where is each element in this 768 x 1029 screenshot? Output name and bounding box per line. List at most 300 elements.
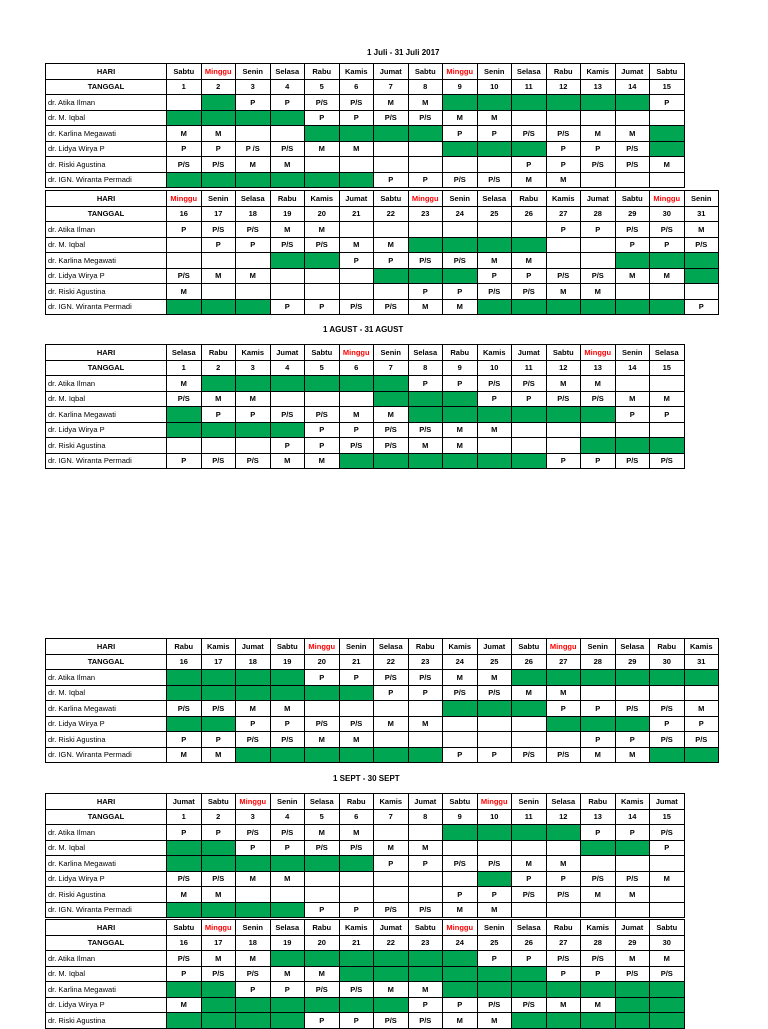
shift-cell [339, 887, 374, 903]
shift-cell [339, 126, 374, 142]
shift-cell [167, 407, 202, 423]
shift-cell: P [546, 871, 581, 887]
doctor-name: dr. Riski Agustina [46, 438, 167, 454]
date-cell: 5 [305, 79, 340, 95]
shift-cell [270, 268, 305, 284]
day-name-cell: Kamis [684, 639, 719, 655]
day-name-cell: Kamis [201, 639, 236, 655]
shift-cell: M [236, 701, 271, 717]
shift-cell [339, 685, 374, 701]
shift-cell: P/S [408, 422, 443, 438]
tanggal-label: TANGGAL [46, 360, 167, 376]
shift-cell: P/S [201, 453, 236, 469]
shift-cell: P/S [201, 871, 236, 887]
day-name-cell: Senin [201, 191, 236, 207]
shift-cell: P/S [477, 685, 512, 701]
shift-cell [581, 716, 616, 732]
shift-cell [374, 747, 409, 763]
shift-cell: P [236, 840, 271, 856]
doctor-name: dr. Karlina Megawati [46, 856, 167, 872]
doctor-row [46, 126, 685, 142]
shift-cell [615, 422, 650, 438]
day-name-cell: Sabtu [201, 794, 236, 810]
day-name-cell: Sabtu [615, 191, 650, 207]
shift-cell: P [167, 732, 202, 748]
shift-cell [305, 268, 340, 284]
date-cell: 4 [270, 809, 305, 825]
shift-cell [650, 747, 685, 763]
doctor-row [46, 732, 719, 748]
shift-cell [339, 951, 374, 967]
shift-cell: P/S [270, 141, 305, 157]
shift-cell [374, 871, 409, 887]
shift-cell: M [167, 284, 202, 300]
shift-cell [650, 422, 685, 438]
shift-cell [167, 1013, 202, 1029]
date-cell: 25 [477, 935, 512, 951]
date-cell: 30 [650, 206, 685, 222]
shift-cell [581, 902, 616, 918]
day-name-cell: Minggu [305, 639, 340, 655]
shift-cell: M [339, 825, 374, 841]
shift-cell: M [650, 871, 685, 887]
doctor-row [46, 966, 685, 982]
shift-cell: P/S [443, 685, 478, 701]
shift-cell [615, 172, 650, 188]
day-name-cell: Kamis [615, 794, 650, 810]
date-cell: 30 [650, 935, 685, 951]
day-name-cell: Sabtu [374, 191, 409, 207]
shift-cell [167, 237, 202, 253]
shift-cell: M [305, 825, 340, 841]
shift-cell [650, 126, 685, 142]
day-name-cell: Minggu [236, 794, 271, 810]
shift-cell [615, 438, 650, 454]
date-cell: 27 [546, 654, 581, 670]
shift-cell: P/S [408, 670, 443, 686]
day-name-cell: Jumat [615, 64, 650, 80]
shift-cell [339, 856, 374, 872]
date-cell: 22 [374, 654, 409, 670]
shift-cell [270, 951, 305, 967]
date-cell: 20 [305, 935, 340, 951]
shift-cell [443, 951, 478, 967]
date-cell: 23 [408, 206, 443, 222]
shift-cell: P/S [512, 997, 547, 1013]
shift-cell [477, 840, 512, 856]
shift-cell [305, 172, 340, 188]
date-cell: 27 [546, 935, 581, 951]
day-name-cell: Senin [477, 64, 512, 80]
shift-cell [581, 253, 616, 269]
shift-cell [650, 982, 685, 998]
shift-cell: M [684, 222, 719, 238]
day-name-cell: Minggu [339, 345, 374, 361]
day-name-cell: Minggu [650, 191, 685, 207]
day-name-cell: Rabu [650, 639, 685, 655]
shift-cell [546, 438, 581, 454]
shift-cell [408, 237, 443, 253]
shift-cell [201, 284, 236, 300]
date-cell: 8 [408, 79, 443, 95]
shift-cell: P [581, 141, 616, 157]
day-name-cell: Kamis [236, 345, 271, 361]
shift-cell [650, 438, 685, 454]
shift-cell: P/S [581, 268, 616, 284]
date-cell: 2 [201, 809, 236, 825]
date-cell: 28 [581, 206, 616, 222]
day-name-cell: Sabtu [408, 64, 443, 80]
day-name-cell: Jumat [477, 639, 512, 655]
date-cell: 23 [408, 935, 443, 951]
shift-cell [615, 95, 650, 111]
shift-cell [546, 902, 581, 918]
day-name-cell: Senin [581, 639, 616, 655]
shift-cell [270, 110, 305, 126]
shift-cell: P/S [546, 747, 581, 763]
date-cell: 29 [615, 935, 650, 951]
shift-cell: P/S [512, 376, 547, 392]
shift-cell: M [477, 902, 512, 918]
shift-cell [408, 222, 443, 238]
shift-cell [167, 95, 202, 111]
shift-cell: P [201, 237, 236, 253]
shift-cell [650, 172, 685, 188]
doctor-row [46, 982, 685, 998]
day-name-cell: Senin [477, 920, 512, 936]
shift-cell [305, 747, 340, 763]
shift-cell [615, 840, 650, 856]
doctor-name: dr. Atika Ilman [46, 222, 167, 238]
day-name-cell: Jumat [339, 191, 374, 207]
shift-cell: P [581, 701, 616, 717]
shift-cell: P/S [201, 222, 236, 238]
shift-cell [684, 253, 719, 269]
shift-cell: M [443, 299, 478, 315]
shift-cell: P/S [374, 422, 409, 438]
date-cell: 10 [477, 809, 512, 825]
shift-cell [650, 376, 685, 392]
shift-cell [374, 453, 409, 469]
date-cell: 3 [236, 79, 271, 95]
day-header-row [46, 794, 685, 810]
shift-cell: P [167, 141, 202, 157]
shift-cell: M [477, 670, 512, 686]
date-cell: 4 [270, 360, 305, 376]
shift-cell [270, 670, 305, 686]
shift-cell [305, 701, 340, 717]
shift-cell [167, 670, 202, 686]
shift-cell [236, 126, 271, 142]
shift-cell [305, 951, 340, 967]
shift-cell: M [374, 407, 409, 423]
shift-cell: P/S [201, 966, 236, 982]
shift-cell [512, 982, 547, 998]
shift-cell: P [339, 1013, 374, 1029]
shift-cell [581, 670, 616, 686]
shift-cell: M [512, 856, 547, 872]
shift-cell: M [443, 902, 478, 918]
date-cell: 6 [339, 809, 374, 825]
date-cell: 26 [512, 935, 547, 951]
shift-cell: M [374, 95, 409, 111]
shift-cell [408, 966, 443, 982]
day-name-cell: Jumat [374, 64, 409, 80]
shift-cell [546, 95, 581, 111]
shift-cell: P/S [339, 299, 374, 315]
shift-cell: M [236, 157, 271, 173]
day-name-cell: Jumat [581, 191, 616, 207]
doctor-name: dr. Karlina Megawati [46, 253, 167, 269]
shift-cell: P/S [408, 1013, 443, 1029]
shift-cell: P [512, 391, 547, 407]
day-name-cell: Rabu [546, 920, 581, 936]
day-name-cell: Minggu [443, 64, 478, 80]
day-name-cell: Minggu [167, 191, 202, 207]
date-cell: 8 [408, 809, 443, 825]
shift-cell [270, 422, 305, 438]
shift-cell: P [305, 1013, 340, 1029]
shift-cell: M [305, 966, 340, 982]
shift-cell: M [270, 222, 305, 238]
doctor-row [46, 253, 719, 269]
shift-cell: P [546, 701, 581, 717]
shift-cell: P/S [339, 95, 374, 111]
shift-cell [512, 422, 547, 438]
shift-cell: P [374, 856, 409, 872]
shift-cell: M [339, 141, 374, 157]
shift-cell: M [546, 172, 581, 188]
day-name-cell: Selasa [167, 345, 202, 361]
shift-cell [477, 825, 512, 841]
shift-cell: P/S [615, 966, 650, 982]
day-name-cell: Minggu [201, 920, 236, 936]
shift-cell [374, 391, 409, 407]
doctor-row [46, 268, 719, 284]
date-cell: 15 [650, 809, 685, 825]
shift-cell [236, 172, 271, 188]
date-header-row [46, 654, 719, 670]
shift-cell [305, 126, 340, 142]
doctor-row [46, 299, 719, 315]
day-name-cell: Kamis [305, 191, 340, 207]
date-cell: 10 [477, 79, 512, 95]
shift-cell: P [374, 685, 409, 701]
shift-cell [512, 453, 547, 469]
doctor-row [46, 997, 685, 1013]
doctor-row [46, 685, 719, 701]
shift-cell [443, 825, 478, 841]
shift-cell: P [236, 407, 271, 423]
date-cell: 28 [581, 654, 616, 670]
shift-cell [684, 685, 719, 701]
day-name-cell: Kamis [546, 191, 581, 207]
shift-cell: P [270, 840, 305, 856]
shift-cell: P/S [408, 110, 443, 126]
doctor-row [46, 172, 685, 188]
shift-cell [201, 95, 236, 111]
shift-cell: P [581, 966, 616, 982]
shift-cell: M [408, 438, 443, 454]
shift-cell [305, 253, 340, 269]
shift-cell [408, 951, 443, 967]
shift-cell [650, 284, 685, 300]
shift-cell [374, 141, 409, 157]
doctor-name: dr. Riski Agustina [46, 1013, 167, 1029]
shift-cell [477, 966, 512, 982]
shift-cell: P/S [546, 126, 581, 142]
shift-cell [477, 222, 512, 238]
doctor-row [46, 951, 685, 967]
shift-cell [201, 685, 236, 701]
date-cell: 7 [374, 809, 409, 825]
shift-cell: M [615, 887, 650, 903]
shift-cell [201, 438, 236, 454]
shift-cell [201, 422, 236, 438]
shift-cell: P [201, 407, 236, 423]
day-name-cell: Jumat [615, 920, 650, 936]
shift-cell [201, 253, 236, 269]
shift-cell [201, 172, 236, 188]
day-name-cell: Senin [512, 794, 547, 810]
shift-cell [477, 871, 512, 887]
doctor-name: dr. Atika Ilman [46, 376, 167, 392]
shift-cell: M [615, 268, 650, 284]
day-name-cell: Senin [339, 639, 374, 655]
shift-cell: P [305, 670, 340, 686]
shift-cell: P [305, 438, 340, 454]
shift-cell: M [650, 268, 685, 284]
date-cell: 6 [339, 79, 374, 95]
shift-cell: P [408, 376, 443, 392]
shift-cell: P/S [650, 453, 685, 469]
shift-cell: M [408, 299, 443, 315]
shift-cell [615, 716, 650, 732]
doctor-name: dr. M. Iqbal [46, 237, 167, 253]
shift-cell: P [236, 95, 271, 111]
day-name-cell: Jumat [270, 345, 305, 361]
day-name-cell: Rabu [339, 794, 374, 810]
day-name-cell: Minggu [477, 794, 512, 810]
shift-cell: P [339, 670, 374, 686]
date-cell: 29 [615, 206, 650, 222]
shift-cell: P [201, 732, 236, 748]
doctor-row [46, 284, 719, 300]
day-header-row [46, 191, 719, 207]
shift-cell: P [305, 110, 340, 126]
shift-cell [167, 685, 202, 701]
shift-cell [374, 887, 409, 903]
doctor-row [46, 407, 685, 423]
day-name-cell: Sabtu [546, 345, 581, 361]
shift-cell: P/S [581, 391, 616, 407]
date-cell: 19 [270, 935, 305, 951]
day-name-cell: Selasa [374, 639, 409, 655]
date-cell: 4 [270, 79, 305, 95]
shift-cell: P/S [305, 407, 340, 423]
doctor-row [46, 110, 685, 126]
hari-label: HARI [46, 345, 167, 361]
day-name-cell: Minggu [546, 639, 581, 655]
shift-cell [477, 237, 512, 253]
day-name-cell: Kamis [374, 794, 409, 810]
shift-cell [684, 284, 719, 300]
shift-cell: P/S [477, 856, 512, 872]
section-title-text: 1 Juli - 31 Juli 2017 [367, 48, 440, 57]
shift-cell [408, 126, 443, 142]
day-name-cell: Rabu [270, 191, 305, 207]
shift-cell: M [236, 951, 271, 967]
doctor-name: dr. IGN. Wiranta Permadi [46, 299, 167, 315]
shift-cell [305, 997, 340, 1013]
day-name-cell: Minggu [581, 345, 616, 361]
day-name-cell: Jumat [236, 639, 271, 655]
shift-cell [581, 110, 616, 126]
date-cell: 2 [201, 360, 236, 376]
shift-cell: M [201, 951, 236, 967]
date-cell: 24 [443, 935, 478, 951]
shift-cell [167, 902, 202, 918]
doctor-row [46, 453, 685, 469]
shift-cell [581, 1013, 616, 1029]
shift-cell [546, 825, 581, 841]
shift-cell: M [167, 126, 202, 142]
shift-cell [201, 376, 236, 392]
shift-cell: P [305, 422, 340, 438]
shift-cell [443, 141, 478, 157]
shift-cell [512, 222, 547, 238]
day-name-cell: Kamis [339, 920, 374, 936]
shift-cell: P [270, 299, 305, 315]
day-header-row [46, 639, 719, 655]
shift-cell: P/S [236, 222, 271, 238]
shift-cell: P [408, 997, 443, 1013]
doctor-name: dr. M. Iqbal [46, 391, 167, 407]
shift-cell [650, 887, 685, 903]
shift-cell: M [581, 126, 616, 142]
shift-cell [339, 284, 374, 300]
shift-cell: M [684, 701, 719, 717]
shift-cell [167, 716, 202, 732]
day-name-cell: Senin [615, 345, 650, 361]
shift-cell: P [546, 966, 581, 982]
date-cell: 19 [270, 654, 305, 670]
shift-cell: M [408, 716, 443, 732]
day-name-cell: Sabtu [167, 920, 202, 936]
date-cell: 27 [546, 206, 581, 222]
shift-cell: P/S [236, 825, 271, 841]
date-cell: 17 [201, 206, 236, 222]
shift-cell [477, 701, 512, 717]
hari-label: HARI [46, 639, 167, 655]
shift-cell [374, 732, 409, 748]
day-name-cell: Selasa [477, 191, 512, 207]
day-name-cell: Selasa [512, 920, 547, 936]
day-name-cell: Selasa [236, 191, 271, 207]
doctor-row [46, 1013, 685, 1029]
schedule-table [45, 793, 685, 918]
shift-cell: M [650, 951, 685, 967]
day-name-cell: Selasa [305, 794, 340, 810]
date-cell: 14 [615, 360, 650, 376]
shift-cell [270, 376, 305, 392]
shift-cell [408, 407, 443, 423]
shift-cell [581, 982, 616, 998]
shift-cell [581, 237, 616, 253]
date-cell: 22 [374, 935, 409, 951]
shift-cell: P/S [339, 716, 374, 732]
schedule-table [45, 919, 685, 1029]
